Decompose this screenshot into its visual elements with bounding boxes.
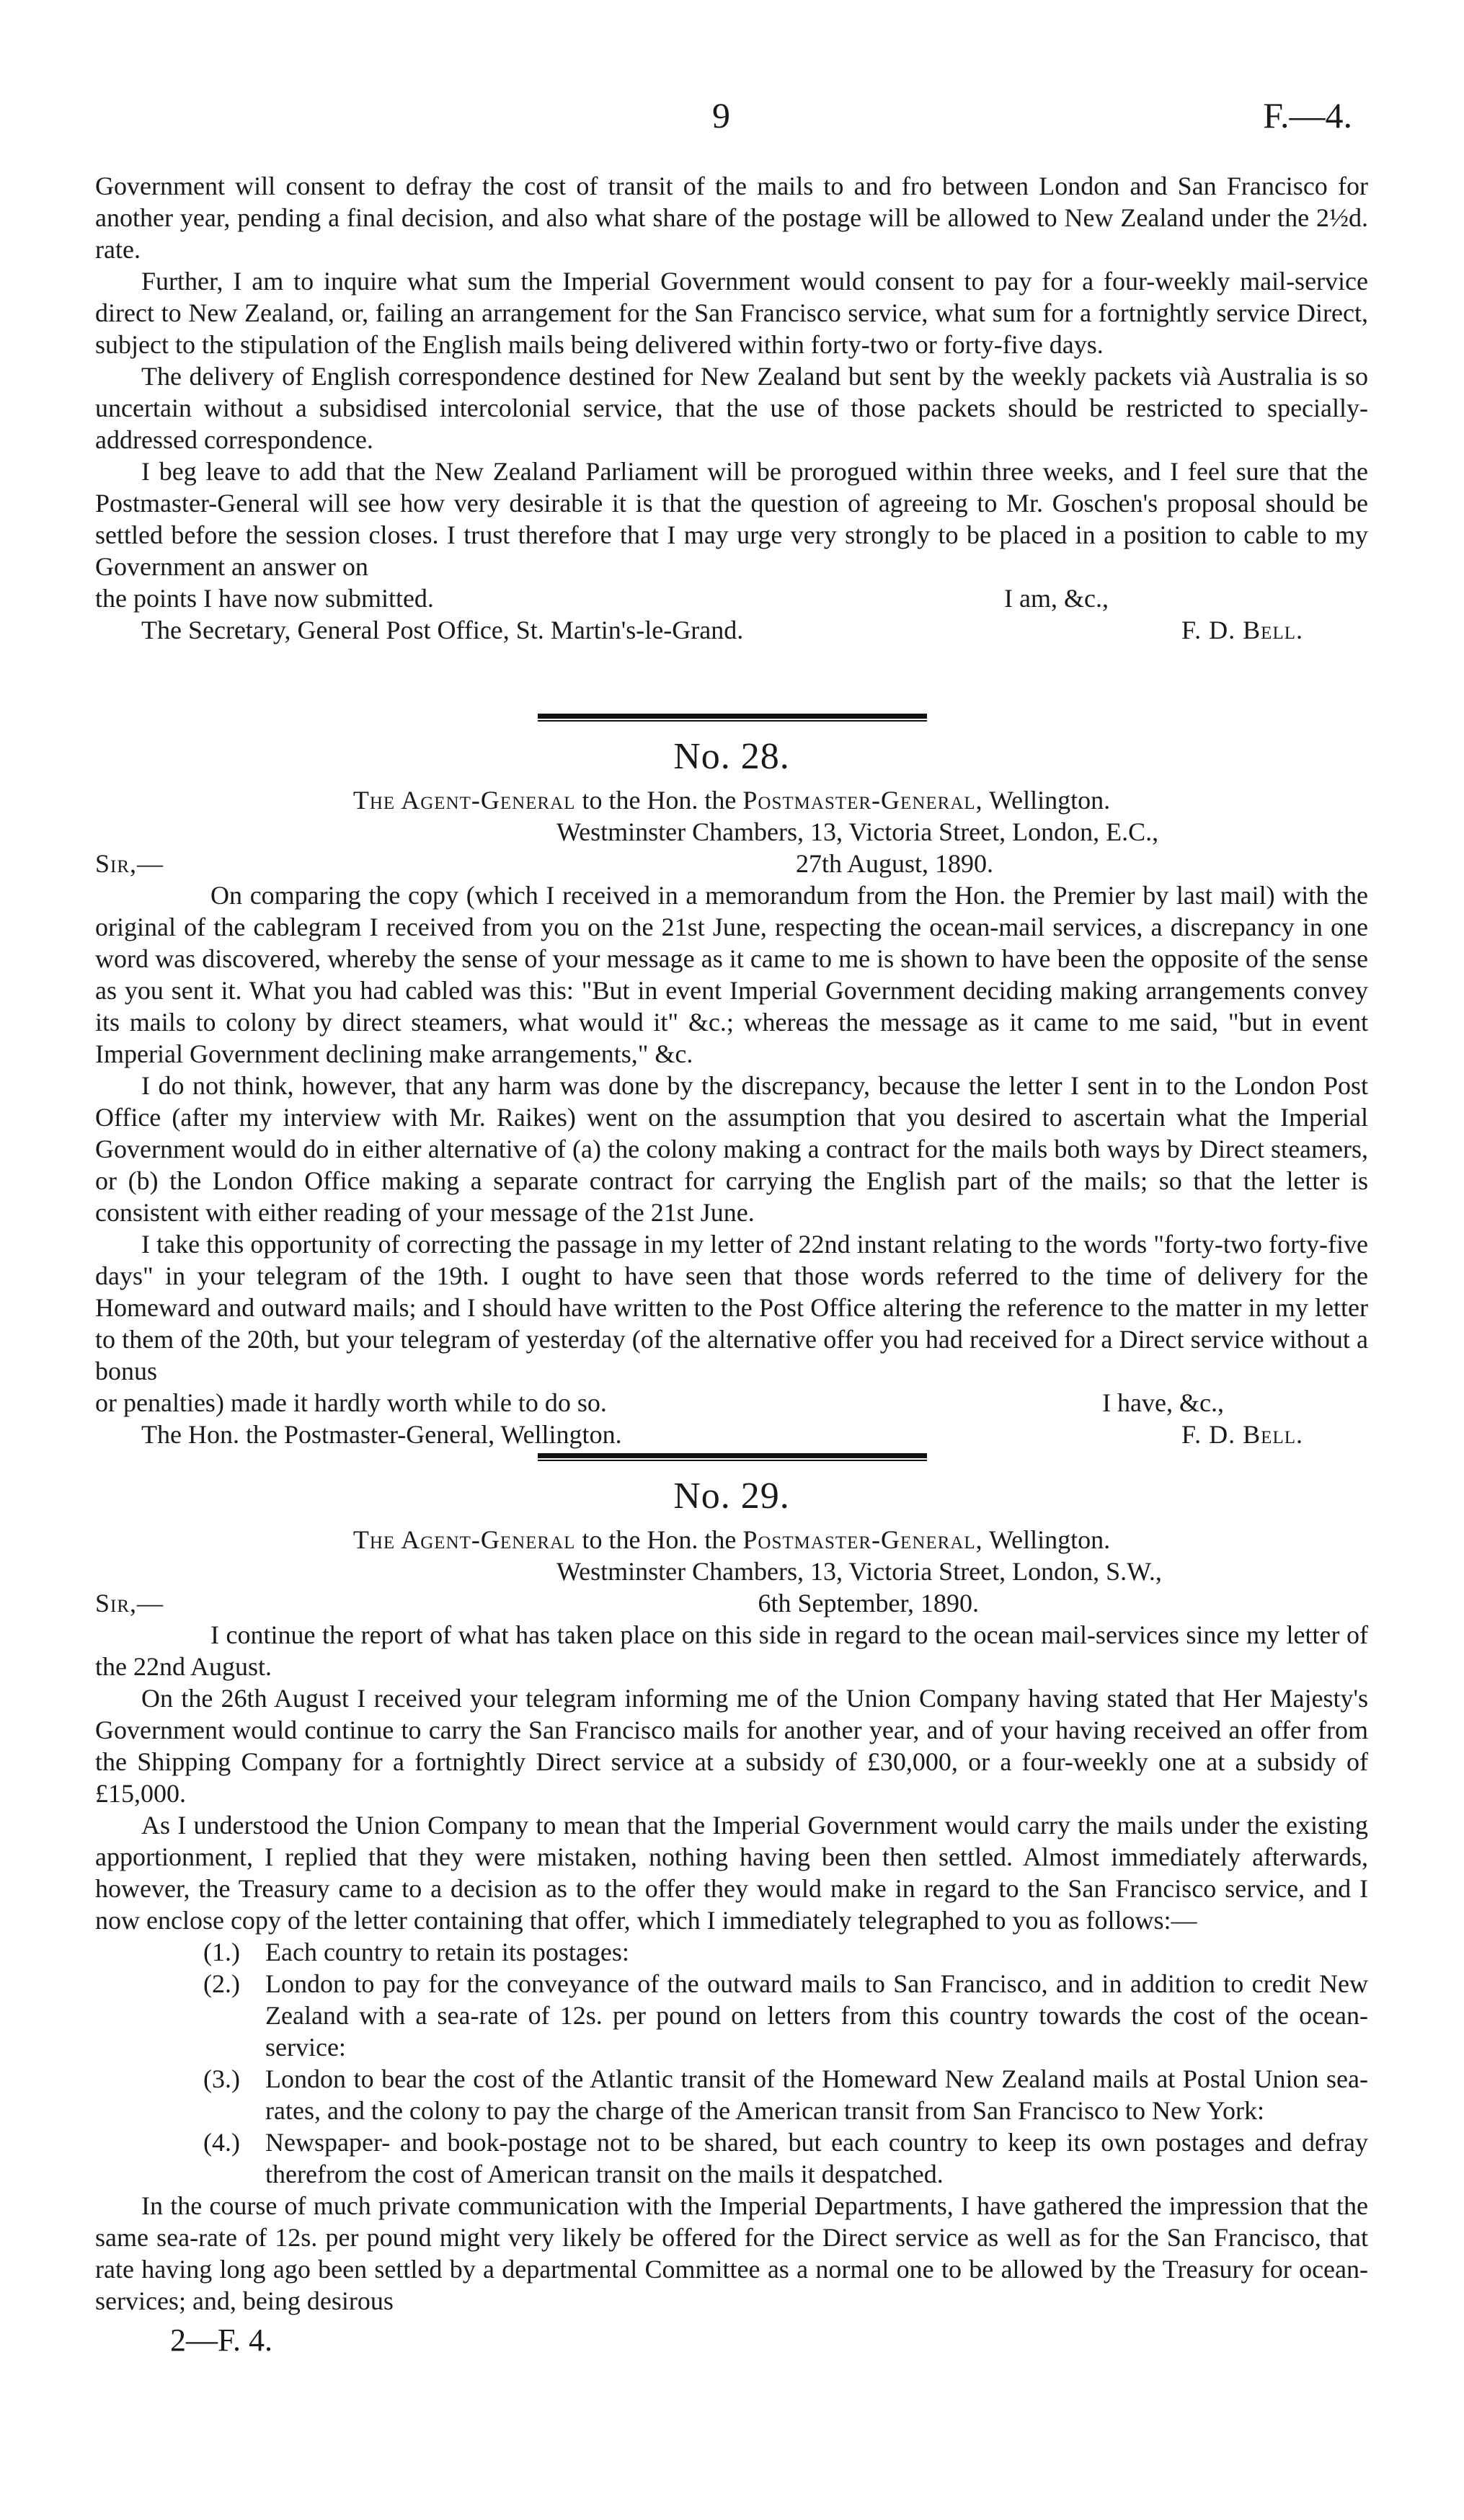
heading-mid: to the Hon. the: [582, 786, 737, 815]
letter-address: Westminster Chambers, 13, Victoria Street, London, S.W.,: [556, 1557, 1162, 1586]
letter-paragraph: On comparing the copy (which I received in a memorandum from the Hon. the Premier by last mail) with the original of the cablegram I received from you on the 21st June, respecting the ocean-mail services, a discrepancy in one word was discovered, whereby the sense of your message as it came to me is shown to have been the opposite of the sense as you sent it. What you had cabled was this: "But in event Imperial Government deciding making arrangements convey its mails to colony by direct steamers, what would it" &c.; whereas the message as it came to me said, "but in event Imperial Government declining make arrangements," &c.: [95, 881, 1368, 1068]
list-item: [203, 2126, 1368, 2190]
heading-place: Wellington.: [989, 786, 1111, 815]
heading-from: The Agent-General: [352, 786, 576, 815]
list-item-label: (2.): [203, 1969, 240, 1998]
intro-closing-row: [95, 582, 1368, 614]
letter-date: 6th September, 1890.: [758, 1589, 979, 1618]
letter-signature: F. D. Bell.: [1181, 1420, 1303, 1449]
heading-place: Wellington.: [989, 1525, 1111, 1554]
salutation-row: [95, 1587, 1368, 1619]
intro-paragraph: Government will consent to defray the cost of transit of the mails to and fro between London and San Francisco for another year, pending a final decision, and also what share of the postage will be allowed to New Zealand under the 2½d. rate.: [95, 172, 1368, 264]
list-item: [203, 1968, 1368, 2063]
salutation: Sir,—: [95, 1589, 164, 1618]
salutation-row: [95, 848, 1368, 879]
intro-last-line: the points I have now submitted.: [95, 584, 434, 613]
letter-paragraph: In the course of much private communication with the Imperial Departments, I have gathered the impression that the same sea-rate of 12s. per pound might very likely be offered for the Direct service as well as for the San Francisco, that rate having long ago been settled by a departmental Committee as a normal one to be allowed by the Treasury for ocean-services; and, being desirous: [95, 2191, 1368, 2315]
intro-signature-row: [95, 614, 1368, 646]
letter-29: [95, 1475, 1368, 2317]
signature-mark: 2—F. 4.: [170, 2322, 272, 2358]
salutation: Sir,—: [95, 849, 164, 878]
letter-paragraph: I do not think, however, that any harm was done by the discrepancy, because the letter I sent in to the London Post Office (after my interview with Mr. Raikes) went on the assumption that you desired to ascertain what the Imperial Government would do in either alternative of (a) the colony making a contract for the mails both ways by Direct steamers, or (b) the London Office making a separate contract for carrying the English part of the mails; so that the letter is consistent with either reading of your message of the 21st June.: [95, 1071, 1368, 1227]
letter-addressee: The Hon. the Postmaster-General, Wellington.: [141, 1420, 622, 1449]
list-item-text: London to bear the cost of the Atlantic transit of the Homeward New Zealand mails at Postal Union sea-rates, and the colony to pay the charge of the American transit from San Francisco to New York:: [265, 2064, 1368, 2125]
intro-section: [95, 170, 1368, 646]
list-item-label: (3.): [203, 2064, 240, 2093]
heading-from: The Agent-General: [352, 1525, 576, 1554]
intro-paragraph: I beg leave to add that the New Zealand Parliament will be prorogued within three weeks, and I feel sure that the Postmaster-General will see how very desirable it is that the question of agreeing to Mr. Goschen's proposal should be settled before the session closes. I trust therefore that I may urge very strongly to be placed in a position to cable to my Government an answer on: [95, 457, 1368, 581]
list-item-label: (1.): [203, 1938, 240, 1966]
list-item-text: London to pay for the conveyance of the outward mails to San Francisco, and in addition to credit New Zealand with a sea-rate of 12s. per pound on letters from this country towards the cost of the ocean-service:: [265, 1969, 1368, 2062]
letter-paragraph: I take this opportunity of correcting the passage in my letter of 22nd instant relating to the words "forty-two forty-five days" in your telegram of the 19th. I ought to have seen that those words referred to the time of delivery for the Homeward and outward mails; and I should have written to the Post Office altering the reference to the matter in my letter to them of the 20th, but your telegram of yesterday (of the alternative offer you had received for a Direct service without a bonus: [95, 1230, 1368, 1385]
list-item: [203, 2063, 1368, 2126]
section-divider: [538, 1453, 927, 1458]
page-number: 9: [712, 95, 730, 136]
letter-28: [95, 735, 1368, 1450]
list-item-text: Newspaper- and book-postage not to be shared, but each country to keep its own postages and defray therefrom the cost of American transit on the mails it despatched.: [265, 2128, 1368, 2188]
letter-heading: [95, 784, 1368, 816]
intro-signature: F. D. Bell.: [1181, 616, 1303, 644]
letter-address: Westminster Chambers, 13, Victoria Street, London, E.C.,: [556, 817, 1159, 846]
document-reference: F.—4.: [1263, 95, 1352, 136]
intro-paragraph: Further, I am to inquire what sum the Imperial Government would consent to pay for a four-weekly mail-service direct to New Zealand, or, failing an arrangement for the San Francisco service, what sum for a fortnightly service Direct, subject to the stipulation of the English mails being delivered within forty-two or forty-five days.: [95, 267, 1368, 359]
letter-last-line: or penalties) made it hardly worth while to do so.: [95, 1388, 607, 1417]
intro-closing: I am, &c.,: [1004, 584, 1109, 613]
letter-closing: I have, &c.,: [1102, 1388, 1224, 1417]
heading-to: Postmaster-General,: [742, 1525, 983, 1554]
letter-date: 27th August, 1890.: [795, 849, 993, 878]
letter-paragraph: As I understood the Union Company to mean that the Imperial Government would carry the mails under the existing apportionment, I replied that they were mistaken, nothing having been then settled. Almost immediately afterwards, however, the Treasury came to a decision as to the offer they would make in regard to the San Francisco service, and I now enclose copy of the letter containing that offer, which I immediately telegraphed to you as follows:—: [95, 1811, 1368, 1935]
list-item-label: (4.): [203, 2128, 240, 2157]
letter-number: No. 29.: [673, 1476, 790, 1517]
intro-addressee: The Secretary, General Post Office, St. Martin's-le-Grand.: [141, 616, 744, 644]
terms-list: [95, 1936, 1368, 2190]
signature-row: [95, 1419, 1368, 1450]
list-item-text: Each country to retain its postages:: [265, 1938, 629, 1966]
intro-paragraph: The delivery of English correspondence destined for New Zealand but sent by the weekly packets vià Australia is so uncertain without a subsidised intercolonial service, that the use of those packets should be restricted to specially-addressed correspondence.: [95, 362, 1368, 454]
letter-number: No. 28.: [673, 736, 790, 777]
letter-paragraph: I continue the report of what has taken place on this side in regard to the ocean mail-services since my letter of the 22nd August.: [95, 1620, 1368, 1681]
letter-paragraph: On the 26th August I received your telegram informing me of the Union Company having stated that Her Majesty's Government would continue to carry the San Francisco mails for another year, and of your having received an offer from the Shipping Company for a fortnightly Direct service at a subsidy of £30,000, or a four-weekly one at a subsidy of £15,000.: [95, 1684, 1368, 1808]
closing-row: [95, 1387, 1368, 1419]
letter-heading: [95, 1524, 1368, 1556]
section-divider: [538, 714, 927, 719]
list-item: [203, 1936, 1368, 1968]
heading-to: Postmaster-General,: [742, 786, 983, 815]
heading-mid: to the Hon. the: [582, 1525, 737, 1554]
